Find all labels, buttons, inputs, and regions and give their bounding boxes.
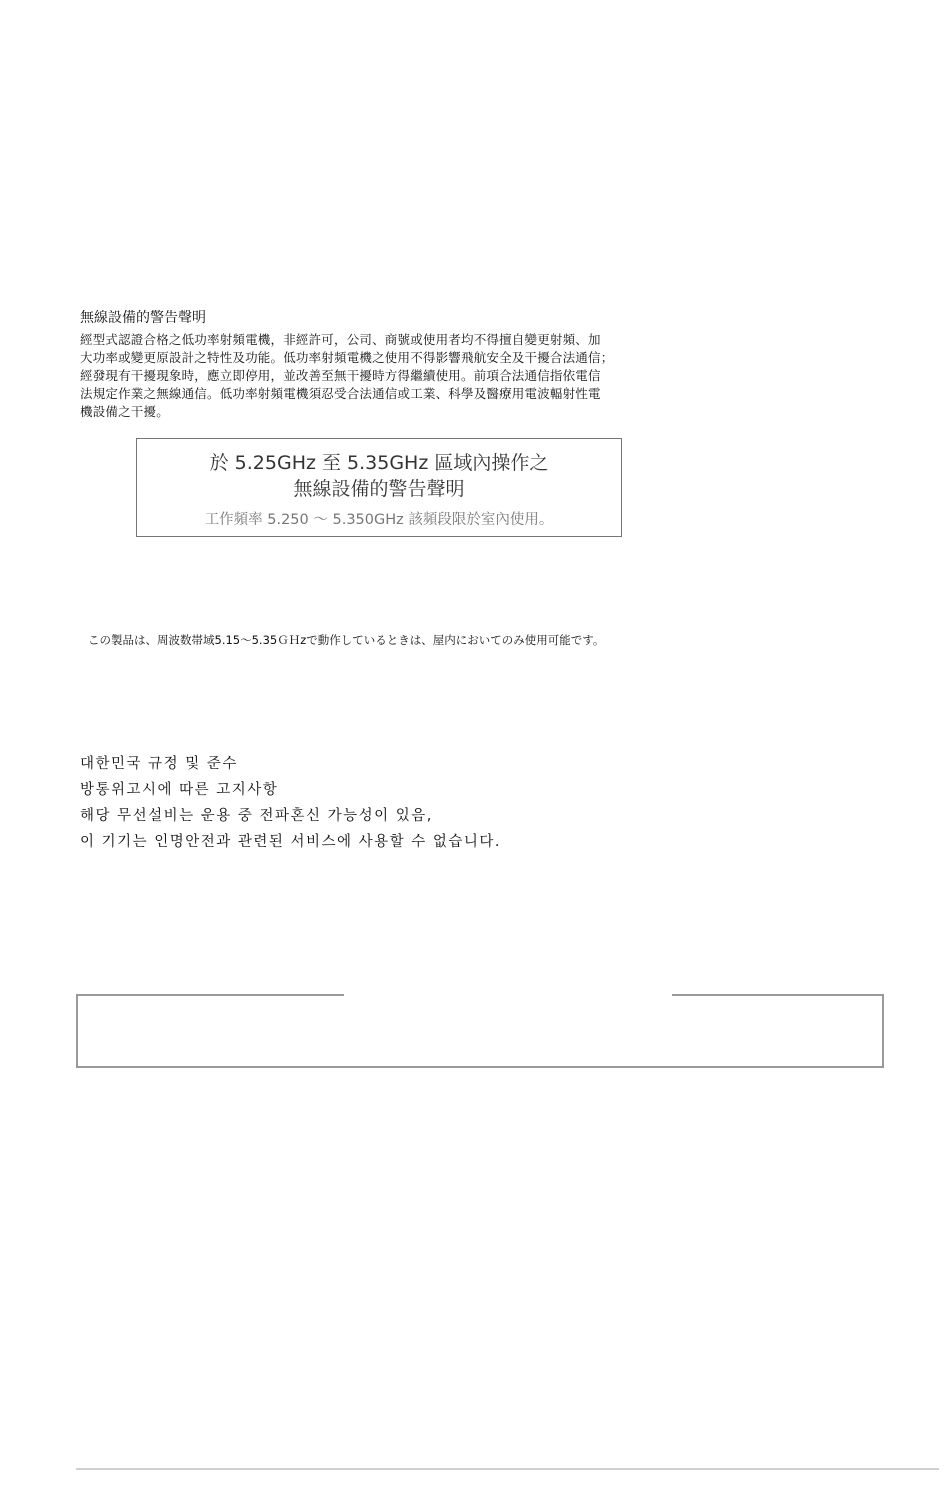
korea-notice-line: 대한민국 규정 및 준수 xyxy=(80,756,238,772)
taiwan-body-line: 經型式認證合格之低功率射頻電機，非經許可，公司、商號或使用者均不得擅自變更射頻、加 xyxy=(80,332,601,347)
taiwan-body-line: 經發現有干擾現象時，應立即停用，並改善至無干擾時方得繼續使用。前項合法通信指依電信 xyxy=(80,368,601,383)
frequency-notice-box xyxy=(136,438,622,537)
footer-divider xyxy=(76,1468,939,1470)
taiwan-body-line: 機設備之干擾。 xyxy=(80,404,169,419)
notice-box-heading-line1: 於 5.25GHz 至 5.35GHz 區域內操作之 xyxy=(209,452,549,474)
korea-notice-line: 이 기기는 인명안전과 관련된 서비스에 사용할 수 없습니다. xyxy=(80,834,502,850)
empty-bordered-frame xyxy=(76,994,884,1068)
korea-notice-line: 해당 무선설비는 운용 중 전파혼신 가능성이 있음, xyxy=(80,808,433,824)
notice-box-heading-line2: 無線設備的警告聲明 xyxy=(293,478,465,500)
notice-box-usage-note: 工作頻率 5.250 ～ 5.350GHz 該頻段限於室內使用。 xyxy=(204,512,554,528)
taiwan-body-line: 大功率或變更原設計之特性及功能。低功率射頻電機之使用不得影響飛航安全及干擾合法通信； xyxy=(80,350,614,365)
korea-notice-line: 방통위고시에 따른 고지사항 xyxy=(80,782,279,798)
taiwan-warning-title: 無線設備的警告聲明 xyxy=(80,310,206,326)
taiwan-body-line: 法規定作業之無線通信。低功率射頻電機須忍受合法通信或工業、科學及醫療用電波輻射性電 xyxy=(80,386,601,401)
taiwan-warning-body xyxy=(80,331,720,421)
korea-compliance-notice xyxy=(80,751,501,855)
frame-top-gap xyxy=(344,993,672,998)
japan-indoor-notice: この製品は、周波数帯域5.15～5.35ＧＨzで動作しているときは、屋内においてのみ使用可能です。 xyxy=(88,633,605,647)
